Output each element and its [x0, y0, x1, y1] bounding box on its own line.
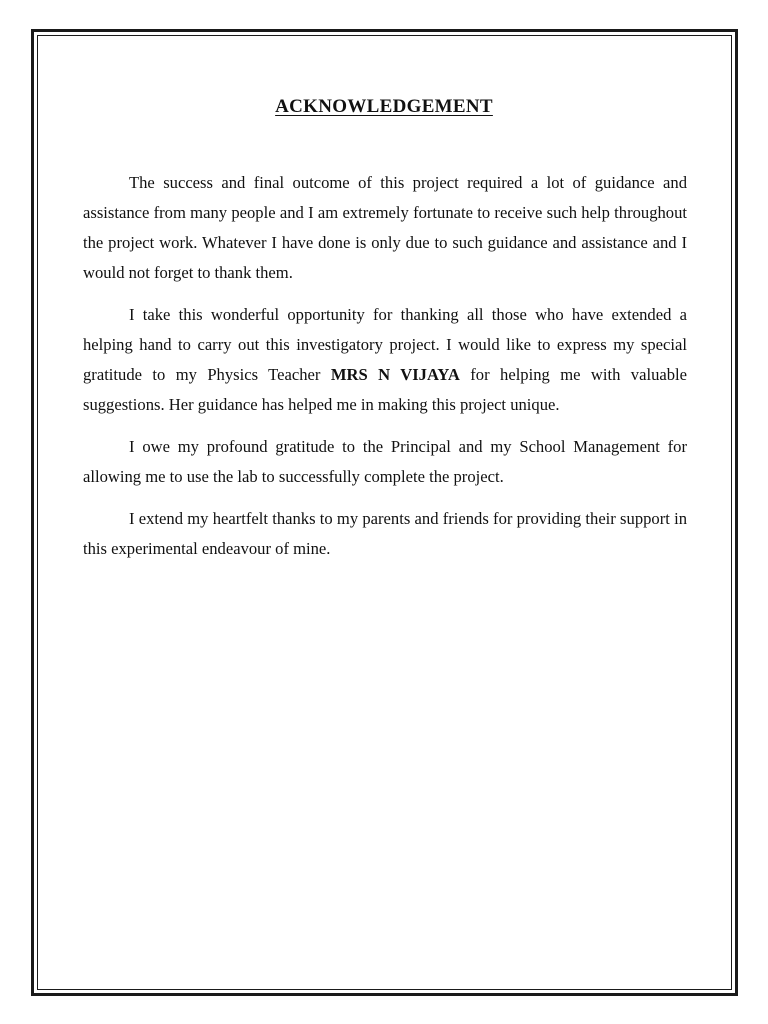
paragraph-thanks-teacher — [83, 300, 687, 420]
paragraph-thanks-teacher-text-end: for helping me with valuable suggestions. Her guidance has helped me in making this project unique. — [83, 365, 688, 414]
teacher-name: MRS N VIJAYA — [330, 365, 460, 384]
paragraph-thanks-teacher-text-start: I take this wonderful opportunity for thanking all those who have extended a helping hand to carry out this investigatory project. I would like to express my special gratitude to my Physics Teacher — [83, 305, 687, 384]
paragraph-guidance: The success and final outcome of this project required a lot of guidance and assistance from many people and I am extremely fortunate to receive such help throughout the project work. Whatever I have done is only due to such guidance and assistance and I would not forget to thank them. — [83, 173, 687, 282]
paragraph-principal: I owe my profound gratitude to the Principal and my School Management for allowing me to use the lab to successfully complete the project. — [83, 437, 687, 486]
paragraph-parents: I extend my heartfelt thanks to my parents and friends for providing their support in this experimental endeavour of mine. — [83, 509, 687, 558]
acknowledgement-body — [83, 168, 687, 576]
page-title: ACKNOWLEDGEMENT — [275, 96, 493, 117]
